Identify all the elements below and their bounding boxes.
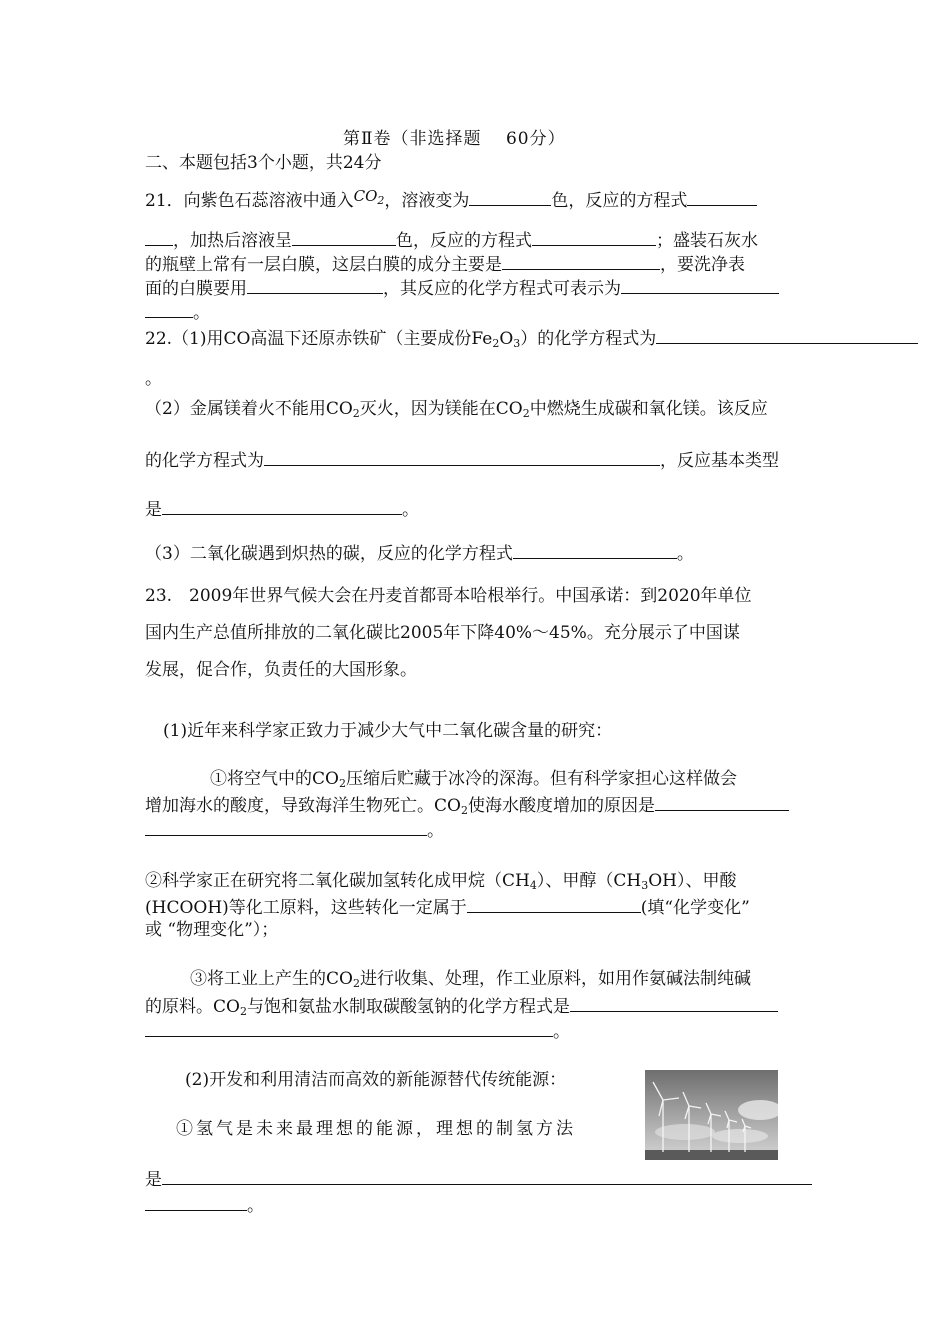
answer-blank[interactable]	[621, 276, 779, 294]
answer-blank[interactable]	[145, 818, 427, 836]
q22-part-2-line-2: 的化学方程式为 ，反应基本类型	[145, 448, 779, 472]
q23-item-3-line-3: 。	[145, 1019, 570, 1043]
answer-blank[interactable]	[656, 326, 918, 344]
q23-hydrogen-line-2: 是	[145, 1167, 812, 1191]
co2-formula: $CO_2$	[353, 187, 385, 207]
answer-blank[interactable]	[532, 228, 656, 246]
answer-blank[interactable]	[502, 252, 660, 270]
answer-blank[interactable]	[145, 300, 193, 318]
q21-line-2: ，加热后溶液呈 色，反应的方程式 ；盛装石灰水	[145, 228, 758, 252]
answer-blank[interactable]	[467, 895, 641, 913]
q22-part-1-end: 。	[145, 369, 162, 389]
answer-blank[interactable]	[655, 793, 789, 811]
answer-blank[interactable]	[145, 1193, 247, 1211]
q23-line-1: 23. 2009年世界气候大会在丹麦首都哥本哈根举行。中国承诺：到2020年单位	[145, 586, 752, 606]
answer-blank[interactable]	[513, 541, 677, 559]
q22-part-1: 22.（1)用CO高温下还原赤铁矿（主要成份$Fe_2O_3$）的化学方程式为	[145, 326, 918, 355]
q23-item-1-line-3: 。	[145, 818, 444, 842]
wind-turbine-icon	[645, 1070, 778, 1160]
q23-item-2-line-1: ②科学家正在研究将二氧化碳加氢转化成甲烷$(CH_4)$、甲醇$(CH_3OH)$、甲酸	[145, 871, 737, 892]
answer-blank[interactable]	[145, 228, 173, 246]
q23-item-3-line-1: ③将工业上产生的$CO_2$进行收集、处理，作工业原料，如用作氨碱法制纯碱	[190, 969, 751, 990]
q23-hydrogen-line-3: 。	[145, 1193, 264, 1217]
q23-hydrogen-line-1: ①氢气是未来最理想的能源，理想的制氢方法	[176, 1119, 576, 1139]
q22-part-3: （3）二氧化碳遇到炽热的碳，反应的化学方程式 。	[145, 541, 694, 565]
answer-blank[interactable]	[687, 188, 757, 206]
answer-blank[interactable]	[162, 497, 402, 515]
answer-blank[interactable]	[570, 994, 778, 1012]
q22-part-2-line-3: 是 。	[145, 497, 419, 521]
q23-item-3-line-2: 的原料。$CO_2$与饱和氨盐水制取碳酸氢钠的化学方程式是	[145, 994, 778, 1023]
q22-part-2-line-1: （2）金属镁着火不能用$CO_2$灭火，因为镁能在$CO_2$中燃烧生成碳和氧化镁。该反应	[145, 399, 768, 420]
part-title: 二、本题包括3个小题，共24分	[145, 153, 382, 173]
q23-line-2: 国内生产总值所排放的二氧化碳比2005年下降40%～45%。充分展示了中国谋	[145, 623, 740, 643]
answer-blank[interactable]	[162, 1167, 812, 1185]
q21-line-3: 的瓶壁上常有一层白膜，这层白膜的成分主要是 ，要洗净表	[145, 252, 745, 276]
q23-item-2-line-2: (HCOOH)等化工原料，这些转化一定属于 (填“化学变化”	[145, 895, 750, 919]
q23-line-3: 发展，促合作，负责任的大国形象。	[145, 660, 417, 680]
answer-blank[interactable]	[247, 276, 383, 294]
q23-item-1-line-1: ①将空气中的$CO_2$压缩后贮藏于冰冷的深海。但有科学家担心这样做会	[210, 769, 737, 790]
q21-line-5: 。	[145, 300, 210, 324]
wind-turbine-photo	[645, 1070, 778, 1160]
section-header: 第Ⅱ卷（非选择题 60分）	[343, 129, 566, 149]
q23-item-1-line-2: 增加海水的酸度，导致海洋生物死亡。$CO_2$使海水酸度增加的原因是	[145, 793, 789, 822]
q21-line-1: 21．向紫色石蕊溶液中通入$CO_2$，溶液变为 色，反应的方程式	[145, 185, 757, 212]
answer-blank[interactable]	[264, 448, 660, 466]
answer-blank[interactable]	[145, 1019, 553, 1037]
answer-blank[interactable]	[469, 188, 551, 206]
q21-line-4: 面的白膜要用 ，其反应的化学方程式可表示为	[145, 276, 779, 300]
q23-section-1: (1)近年来科学家正致力于减少大气中二氧化碳含量的研究：	[163, 721, 613, 741]
q23-section-2: (2)开发和利用清洁而高效的新能源替代传统能源：	[185, 1070, 567, 1090]
q23-item-2-line-3: 或 “物理变化”）；	[145, 920, 279, 940]
answer-blank[interactable]	[292, 228, 396, 246]
